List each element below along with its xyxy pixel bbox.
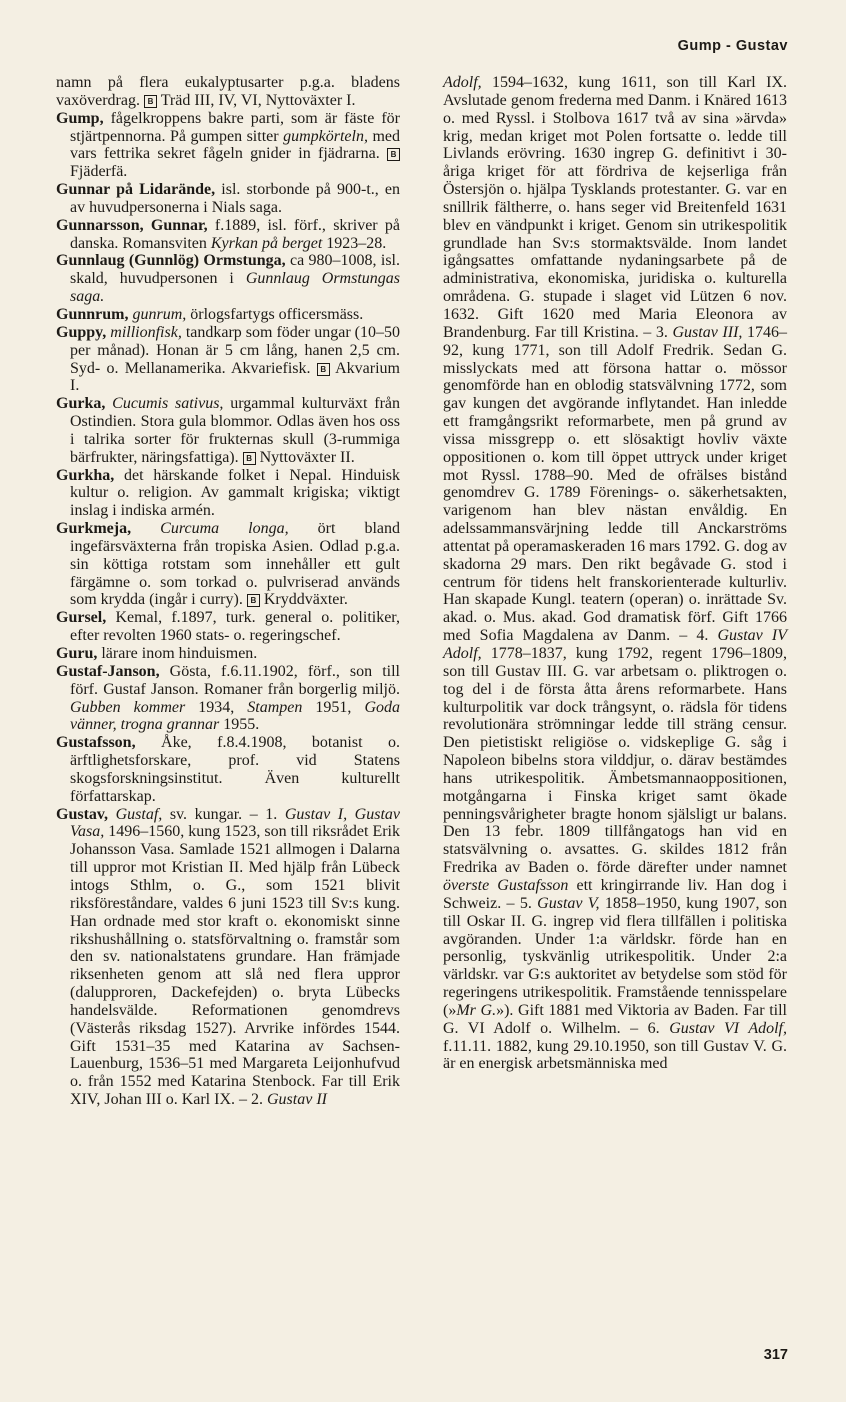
entry-text: ört bland ingefärsväxterna från tropiska Asien. Odlad p.g.a. sin köttiga rotstam som innehåller ett gult färgämne o. som torkad o. pulvriserad används som krydda (ingår i curry). <box>70 520 401 609</box>
entry-text: urgammal kulturväxt från Ostindien. Stora gula blommor. Odlas även hos oss i talrika sorter för frukternas skull (3-rummiga bärfrukter, näringsfattiga). <box>70 395 400 466</box>
entry-text: lärare inom hinduismen. <box>97 645 258 662</box>
entry-text: det härskande folket i Nepal. Hinduisk kultur o. religion. Av gammalt krigiska; viktigt inslag i indiska armén. <box>70 466 400 520</box>
italic-text: Curcuma longa, <box>160 520 289 538</box>
right-column <box>443 74 787 1073</box>
dictionary-entry <box>56 645 400 663</box>
cross-reference-text: Träd III, IV, VI, Nyttoväxter I. <box>160 91 356 109</box>
entry-headword: Gustafsson, <box>56 734 136 752</box>
italic-text: överste Gustafsson <box>443 876 569 894</box>
entry-text: f.11.11. 1882, kung 29.10.1950, son till Gustav V. G. är en energisk arbetsmänniska med <box>443 1037 787 1073</box>
entry-headword: Gurkha, <box>56 466 115 484</box>
cross-reference-text: Akvarium I. <box>70 359 400 395</box>
italic-text: Gustav III, <box>672 323 743 341</box>
entry-text: »). Gift 1881 med Viktoria av Baden. Far till G. VI Adolf o. Wilhelm. – 6. <box>443 1001 787 1037</box>
entry-text: ca 980–1008, isl. skald, huvudpersonen i <box>70 252 400 288</box>
italic-text: Stampen <box>247 698 303 716</box>
italic-text: Gubben kommer <box>70 698 186 716</box>
entry-headword: Guru, <box>56 645 98 662</box>
entry-text: 1955. <box>219 716 260 734</box>
entry-text: 1594–1632, kung 1611, son till Karl IX. Avslutade genom frederna med Danm. i Knäred 1613 o. med Ryssl. i Stolbova 1617 två av sina »ärvda» krig, medan kriget mot Polen fortsatte o. ledde till Livlands erövring. 1630 ingrep G. definitivt i 30-åriga kriget för att fördriva de kejserliga från Östersjön o. hjälpa Tysklands protestanter. G. var en snillrik fältherre, o. hans seger vid Breitenfeld 1631 blev en vändpunkt i kriget. Genom sin utrikespolitik grundlade han Sv:s stormaktsvälde. Inom landet igångsattes omfattande nydaningsarbete på de administrativa, ekonomiska, juridiska o. kulturella områdena. G. stupade i slaget vid Lützen 6 nov. 1632. Gift 1620 med Maria Eleonora av Brandenburg. Far till Kristina. – 3. <box>443 74 787 341</box>
dictionary-entry <box>56 217 400 253</box>
dictionary-entry <box>56 734 400 805</box>
italic-text: Adolf, <box>443 74 482 91</box>
dictionary-entry <box>56 806 400 1109</box>
entry-headword: Gump, <box>56 109 104 127</box>
italic-text: Gustav II <box>267 1091 327 1109</box>
dictionary-entry <box>56 467 400 521</box>
entry-text: 1951, <box>302 698 365 716</box>
entry-text: fågelkroppens bakre parti, som är fäste för stjärtpennorna. På gumpen sitter <box>70 109 400 145</box>
entry-text: Kemal, f.1897, turk. general o. politiker, efter revolten 1960 stats- o. regeringschef. <box>70 609 400 645</box>
entry-text: sv. kungar. – 1. <box>162 805 285 823</box>
entry-text: Åke, f.8.4.1908, botanist o. ärftlighetsforskare, prof. vid Statens skogsforskningsinstitut. Även kulturellt författarskap. <box>70 734 400 805</box>
dictionary-entry <box>443 74 787 1073</box>
italic-text: Kyrkan på berget <box>210 234 323 252</box>
entry-headword: Gunnar på Lidarände, <box>56 181 216 199</box>
italic-text: Gunnlaug Ormstungas saga. <box>70 270 400 306</box>
italic-text: Goda vänner, trogna grannar <box>70 698 401 734</box>
dictionary-entry <box>56 181 400 217</box>
page-number: 317 <box>763 1347 788 1363</box>
left-column <box>56 74 400 1109</box>
dictionary-entry <box>56 520 400 609</box>
entry-text: ett kringirrande liv. Han dog i Schweiz. – 5. <box>443 876 787 912</box>
italic-text: Gustav IV Adolf, <box>443 627 787 662</box>
entry-text: tandkarp som föder ungar (10–50 per månad). Honan är 5 cm lång, hanen 2,5 cm. Syd- o. Mellanamerika. Akvariefisk. <box>70 323 400 377</box>
dictionary-entry <box>56 110 400 181</box>
italic-text: Gustav VI Adolf, <box>669 1019 787 1037</box>
cross-reference-icon: B <box>317 363 330 376</box>
entry-text: 1746–92, kung 1771, son till Adolf Fredrik. Sedan G. misslyckats med att försona hattar o. mössor genomförde han en oblodig statsvälvning 1772, som gav kungen det avgörande inflytandet. Han inledde ett framgångsrikt reformarbete, men på grund av vissa missgrepp o. ett slösaktigt hovliv växte oppositionen o. kom till öppet uttryck under kriget mot Ryssl. 1788–90. Med de ofrälses bistånd genomdrev G. 1789 Förenings- o. säkerhetsakten, varigenom han blev nästan envåldig. En adelssammansvärjning ledde till Anckarströms attentat på operamaskeraden 16 mars 1792. G. dog av skadorna 29 mars. Den rikt begåvade G. stod i centrum för tidens helt franskorienterade kulturliv. Han skapade Kungl. teatern (operan) o. inrättade Sv. akad. o. Mus. akad. God dramatisk förf. Gift 1766 med Sofia Magdalena av Danm. – 4. <box>443 323 788 645</box>
italic-text: gunrum, <box>132 305 187 323</box>
entry-headword: Gurka, <box>56 395 106 413</box>
entry-text: 1934, <box>185 698 248 716</box>
italic-text: Mr G. <box>456 1001 497 1019</box>
entry-headword: Gustav, <box>56 805 109 823</box>
cross-reference-icon: B <box>144 95 157 108</box>
entry-text: f.1889, isl. förf., skriver på danska. Romansviten <box>70 216 400 252</box>
entry-text: isl. storbonde på 900-t., en av huvudpersonerna i Nials saga. <box>70 181 400 216</box>
italic-text: Cucumis sativus, <box>112 395 224 413</box>
cross-reference-icon: B <box>243 452 256 465</box>
dictionary-entry <box>56 395 400 466</box>
italic-text: Gustav I, Gustav Vasa, <box>70 805 401 841</box>
entry-headword: Gursel, <box>56 609 107 627</box>
entry-headword: Gunnrum, <box>56 305 129 323</box>
entry-text: 1858–1950, kung 1907, son till Oskar II. G. ingrep vid flera tillfällen i politiska avgöranden. Under 1:a världskr. förde han en personlig, tyskvänlig utrikespolitik. Under 2:a världskr. var G:s auktoritet av betydelse som stöd för regeringens utrikespolitik. Framstående tennisspelare (» <box>443 894 787 1019</box>
dictionary-entry <box>56 306 400 324</box>
entry-text: 1923–28. <box>322 234 387 252</box>
entry-headword: Gustaf-Janson, <box>56 662 160 680</box>
entry-text: 1496–1560, kung 1523, son till riksrådet Erik Johansson Vasa. Samlade 1521 allmogen i Dalarna till uppror mot Kristian II. Med hjälp från Lübeck intogs Sthlm, o. G., som 1521 blivit riksföreståndare, valdes 6 juni 1523 till Sv:s kung. Han ordnade med stor kraft o. ekonomiskt sinne rikshushållning o. statsförvaltning o. framstår som den sv. nationalstatens grundare. Han främjade riksenheten genom att slå ned flera uppror (dalupproren, Dackefejden) o. bryta Lübecks handelsvälde. Reformationen genomdrevs (Västerås riksdag 1527). Arvrike infördes 1544. Gift 1531–35 med Katarina av Sachsen-Lauenburg, 1536–51 med Margareta Leijonhufvud o. från 1552 med Katarina Stenbock. Far till Erik XIV, Johan III o. Karl IX. – 2. <box>70 823 400 1109</box>
entry-headword: Gunnarsson, Gunnar, <box>56 216 208 234</box>
running-header: Gump - Gustav <box>677 38 788 54</box>
dictionary-entry <box>56 609 400 645</box>
italic-text: Gustaf, <box>115 805 163 823</box>
cross-reference-icon: B <box>247 594 260 607</box>
italic-text: millionfisk, <box>110 323 182 341</box>
cross-reference-text: Kryddväxter. <box>263 591 348 609</box>
cross-reference-text: Fjäderfä. <box>70 163 128 181</box>
dictionary-entry <box>56 252 400 306</box>
entry-text: namn på flera eukalyptusarter p.g.a. bladens vaxöverdrag. <box>56 74 400 109</box>
entry-text: Gösta, f.6.11.1902, förf., son till förf. Gustaf Janson. Romaner från borgerlig miljö. <box>70 662 400 698</box>
entry-text: med vars fettrika sekret fågeln gnider in fjädrarna. <box>70 127 401 163</box>
entry-headword: Gurkmeja, <box>56 520 132 538</box>
dictionary-entry <box>56 74 400 110</box>
cross-reference-text: Nyttoväxter II. <box>259 448 355 466</box>
dictionary-entry <box>56 663 400 734</box>
entry-headword: Gunnlaug (Gunnlög) Ormstunga, <box>56 252 286 270</box>
italic-text: Gustav V, <box>537 894 600 912</box>
cross-reference-icon: B <box>387 148 400 161</box>
dictionary-entry <box>56 324 400 395</box>
italic-text: gumpkörteln, <box>283 127 368 145</box>
entry-headword: Guppy, <box>56 323 107 341</box>
entry-text: 1778–1837, kung 1792, regent 1796–1809, son till Gustav III. G. var arbetsam o. pliktrogen o. tog del i de första åtta årens reformarbete. Hans kulturpolitik var dock trångsynt, o. rädsla för tidens revolutionära strömningar ledde till sträng censur. Den pietistiskt religiöse o. vidskeplige G. såg i Napoleon bibelns stora vilddjur, o. därav bestämdes hans utrikespolitik. Ämbetsmannaoppositionen, motgångarna i Finska kriget samt ökade penningsvårigheter bragte honom själsligt ur balans. Den 13 febr. 1809 tillfångatogs han vid en statsvälvning o. avsattes. G. skildes 1812 från Fredrika av Baden o. förde därefter under namnet <box>443 645 787 877</box>
entry-text: örlogsfartygs officersmäss. <box>186 305 364 323</box>
